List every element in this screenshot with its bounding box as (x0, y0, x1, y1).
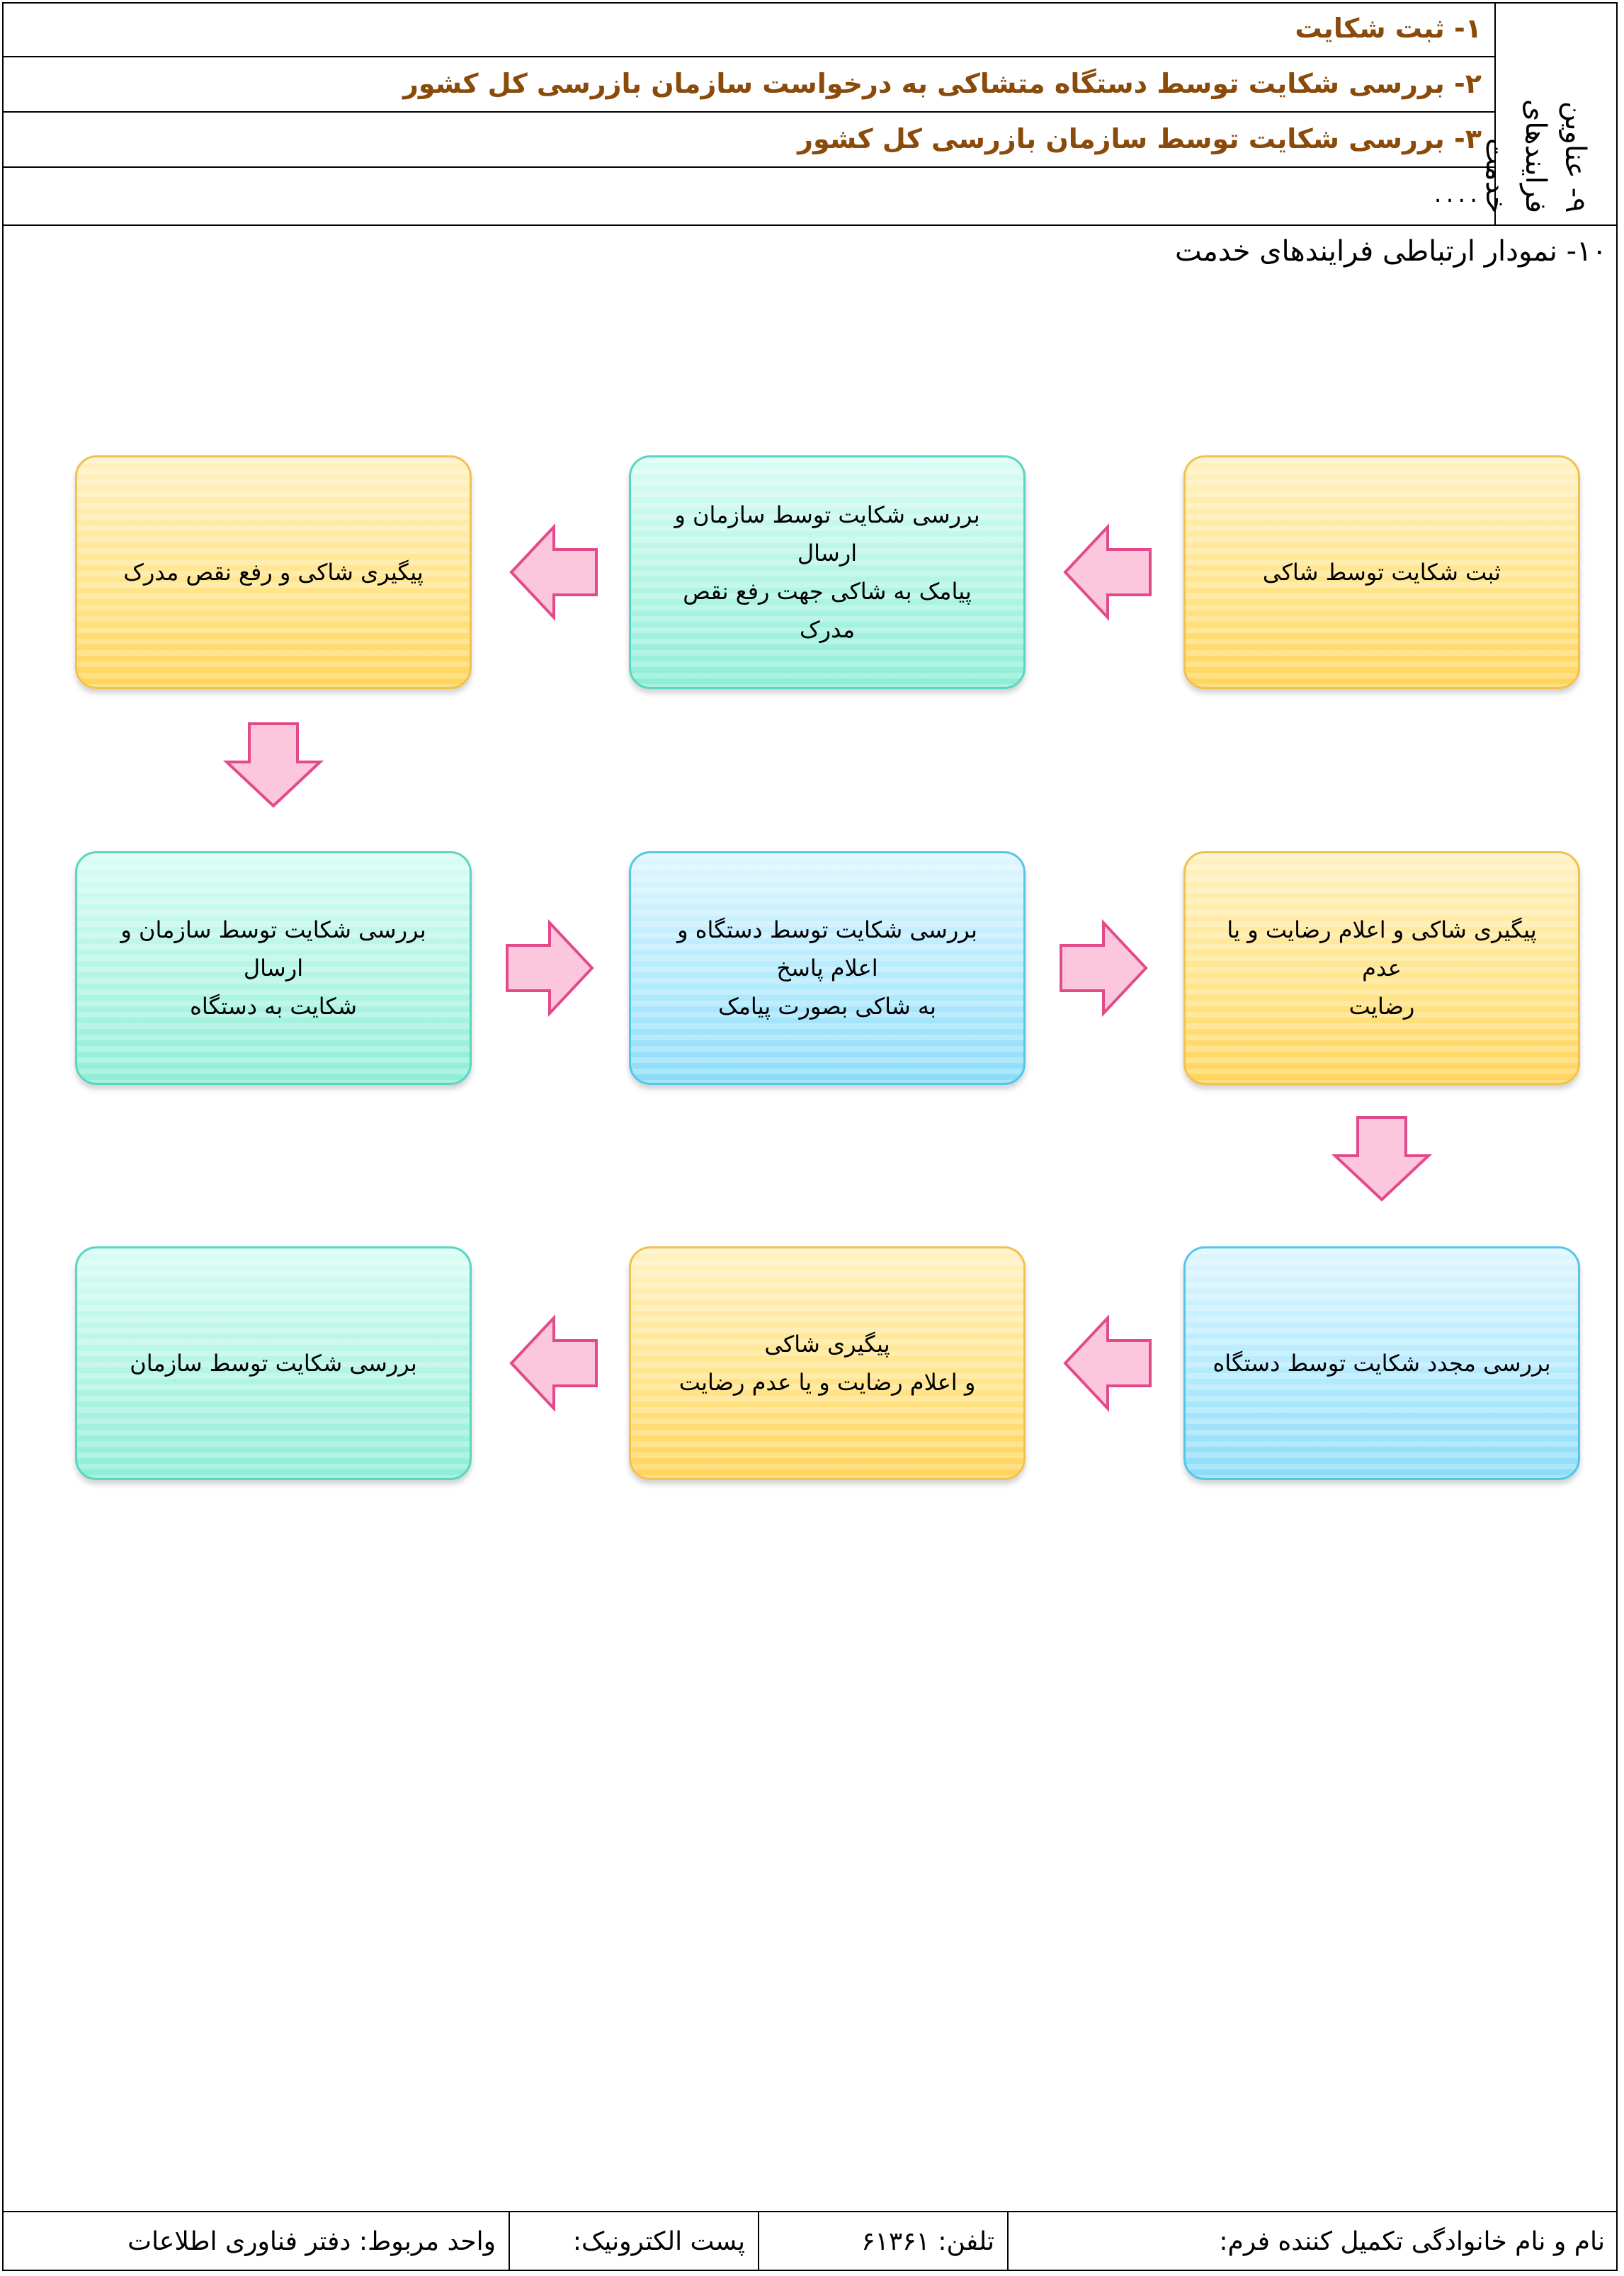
email-field: پست الکترونیک: (509, 2212, 758, 2271)
step-org-send-to-agency (75, 851, 472, 1085)
step-text: پیگیری شاکی و اعلام رضایت و یا عدم (1227, 916, 1537, 981)
process-titles-label-cell (1480, 2, 1618, 224)
step-agency-review-reply (629, 851, 1026, 1085)
arrow-left-icon (509, 523, 601, 622)
step-text: پیگیری شاکی (764, 1331, 890, 1358)
phone-field: تلفن: ۶۱۳۶۱ (758, 2212, 1007, 2271)
step-register-complaint (1183, 455, 1580, 689)
step-org-final-review (75, 1246, 472, 1480)
process-title-more: .... (1433, 180, 1482, 208)
related-unit-field: واحد مربوط: دفتر فناوری اطلاعات (127, 2227, 496, 2256)
step-org-review-sms (629, 455, 1026, 689)
step-text: بررسی شکایت توسط سازمان و ارسال (120, 916, 426, 981)
process-title-3: ۳- بررسی شکایت توسط سازمان بازرسی کل کشور (2, 113, 1494, 168)
step-text: به شاکی بصورت پیامک (718, 993, 936, 1020)
step-text: پیامک به شاکی جهت رفع نقص مدرک (683, 578, 972, 643)
arrow-left-icon (1062, 1314, 1154, 1413)
filler-name-field: نام و نام خانوادگی تکمیل کننده فرم: (1007, 2212, 1618, 2271)
process-title-1: ۱- ثبت شکایت (2, 2, 1494, 57)
arrow-left-icon (1062, 523, 1154, 622)
arrow-down-icon (1331, 1115, 1433, 1202)
arrow-right-icon (1057, 918, 1149, 1018)
step-fix-documents (75, 455, 472, 689)
step-text: رضایت (1348, 993, 1415, 1020)
process-title-2: ۲- بررسی شکایت توسط دستگاه متشاکی به درخواست سازمان بازرسی کل کشور (2, 57, 1494, 113)
step-text: بررسی شکایت توسط سازمان (130, 1350, 417, 1377)
process-titles-label: ۹- عناوین فرایندهای خدمت (1480, 98, 1591, 213)
step-text: ثبت شکایت توسط شاکی (1262, 559, 1501, 586)
form-footer (2, 2211, 1618, 2271)
step-satisfaction-report (1183, 851, 1580, 1085)
step-text: شکایت به دستگاه (190, 993, 357, 1020)
diagram-section-title: ۱۰- نمودار ارتباطی فرایندهای خدمت (1175, 235, 1607, 268)
arrow-left-icon (509, 1314, 601, 1413)
service-process-titles-table (2, 2, 1618, 226)
step-text: و اعلام رضایت و یا عدم رضایت (678, 1369, 976, 1396)
step-text: پیگیری شاکی و رفع نقص مدرک (123, 559, 424, 586)
step-text: بررسی شکایت توسط سازمان و ارسال (674, 501, 980, 567)
arrow-down-icon (222, 721, 324, 809)
step-agency-re-review (1183, 1246, 1580, 1480)
arrow-right-icon (503, 918, 595, 1018)
step-text: بررسی شکایت توسط دستگاه و اعلام پاسخ (677, 916, 977, 981)
step-follow-up-satisfaction (629, 1246, 1026, 1480)
step-text: بررسی مجدد شکایت توسط دستگاه (1213, 1350, 1551, 1377)
